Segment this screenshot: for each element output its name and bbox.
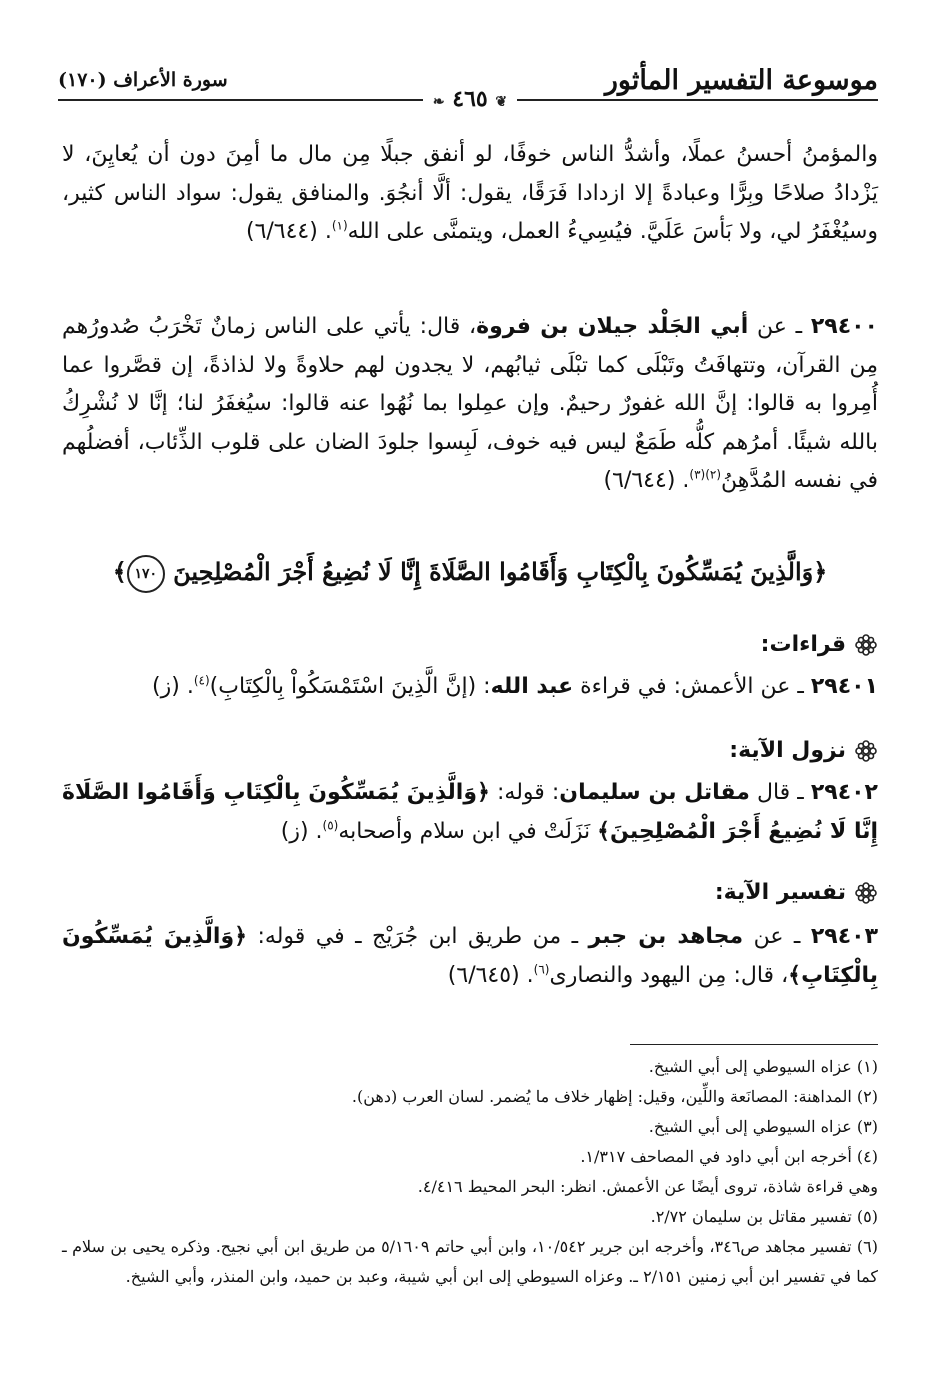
quran-verse [62,552,878,593]
source-ref: . (ز) [280,818,323,844]
narration-continuation [62,136,878,252]
section-tafsir [715,880,878,905]
footnote-mark: (١) [331,218,348,233]
footnote-mark: (٥) [322,818,339,833]
narration-29400 [62,308,878,501]
narration-number: ٢٩٤٠٣ [810,924,878,949]
narration-text: والمؤمنُ أحسنُ عملًا، وأشدُّ الناس خوفًا، لو أنفق جبلًا مِن مال ما أمِنَ دون أن يُعايِنَ، لا يَزْدادُ صلاحًا وبِرًّا وعبادةً إلا ازدادا فَرَقًا، يقول: ألَّا أنجُوَ. والمنافق يقول: سواد الناس كثير، وسيُغْفَرُ لي، ولا بَأسَ عَلَيَّ. فيُسِيءُ العمل، ويتمنَّى على الله [62,142,878,244]
footnote: (٦) تفسير مجاهد ص٣٤٦، وأخرجه ابن جرير ١٠/٥٤٢، وابن أبي حاتم ٥/١٦٠٩ من طريق ابن أبي نجيح. وذكره يحيى بن سلام ـ كما في تفسير ابن أبي زمنين ٢/١٥١ ـ. وعزاه السيوطي إلى ابن أبي شيبة، وعبد بن حميد، وابن المنذر، وأبي الشيخ. [62,1237,878,1286]
verse-close: ﴾ [112,557,127,586]
narration-text: ـ من طريق ابن جُرَيْج ـ في قوله: [247,924,589,949]
narration-text: ، قال: يأتي على الناس زمانٌ تَخْرَبُ صُدورُهم مِن القرآن، وتتهافَتُ وتَبْلَى كما تبْلَى ثيابُهم، لا يجدون لهم حلاوةً ولا لذاذةً، إن قصَّروا عما أُمِروا به قالوا: إنَّ الله غفورٌ رحيمٌ. وإن عمِلوا بما نُهُوا عنه قالوا: سيُغفَرُ لنا؛ إنَّا لا نُشْرِكُ بالله شيئًا. أمرُهم كلُّه طَمَعٌ ليس فيه خوف، لَبِسوا جلودَ الضان على قلوب الذِّئاب، أفضلُهم في نفسه المُدَّهِنُ [62,314,878,493]
narration-number: ٢٩٤٠٢ [810,780,878,805]
footnote: (٢) المداهنة: المصانَعة واللِّين، وقيل: إظهار خلاف ما يُضمر. لسان العرب (دهن). [351,1087,878,1106]
narrator-name: عبد الله [490,674,574,699]
footnote: وهي قراءة شاذة، تروى أيضًا عن الأعمش. انظر: البحر المحيط ٤/٤١٦. [417,1177,878,1196]
narration-text: ـ قال [749,780,811,805]
ornament-icon: ❦ [495,94,508,110]
footnote: (٤) أخرجه ابن أبي داود في المصاحف ١/٣١٧. [580,1147,878,1166]
narrator-name: مجاهد بن جبر [588,924,744,949]
source-ref: . (٦/٦٤٤) [245,219,332,244]
footnotes [62,1052,878,1292]
narration-29403 [62,918,878,995]
source-ref: . (٦/٦٤٥) [447,962,534,988]
page-number-box [0,88,940,113]
footnote: (٣) عزاه السيوطي إلى أبي الشيخ. [648,1117,878,1136]
narration-text: نَزَلَتْ في ابن سلام وأصحابه [338,818,598,844]
narrator-name: أبي الجَلْد جيلان بن فروة [476,314,749,339]
ayah-number-icon: ١٧٠ [127,555,165,593]
footnote-rule [630,1044,878,1045]
narrator-name: مقاتل بن سليمان [559,780,750,805]
narration-number: ٢٩٤٠٠ [810,314,878,339]
footnote-mark: (٦) [533,962,550,977]
section-title-text: قراءات: [760,632,846,657]
quoted-verse: ﴿وَالَّذِينَ يُمَسِّكُونَ بِالْكِتَابِ وَأَقَامُوا الصَّلَاةَ إِنَّا لَا نُضِيعُ أَجْرَ الْمُصْلِحِينَ﴾ [62,780,878,844]
section-title-text: تفسير الآية: [714,880,846,905]
footnote: (٥) تفسير مقاتل بن سليمان ٢/٧٢. [650,1207,878,1226]
section-qiraat [761,632,878,657]
footnote-mark: (٢)(٣) [689,467,722,482]
narration-text: ، قال: مِن اليهود والنصارى [549,962,789,988]
verse-text: ﴿وَالَّذِينَ يُمَسِّكُونَ بِالْكِتَابِ وَأَقَامُوا الصَّلَاةَ إِنَّا لَا نُضِيعُ أَجْرَ الْمُصْلِحِينَ [173,557,828,586]
narration-29402 [62,774,878,851]
ornament-icon: ❧ [432,94,445,110]
source-ref: . (٦/٦٤٤) [603,468,690,493]
narration-number: ٢٩٤٠١ [810,674,878,699]
flower-ornament-icon [854,633,878,657]
flower-ornament-icon [854,739,878,763]
section-nuzul [729,738,878,763]
footnote-mark: (٤) [193,673,210,688]
narration-text: ـ عن الأعمش: في قراءة [573,674,811,699]
quoted-verse: ﴿وَالَّذِينَ يُمَسِّكُونَ بِالْكِتَابِ﴾ [62,924,878,988]
surah-label: سورة الأعراف (١٧٠) [58,69,228,91]
section-title-text: نزول الآية: [729,738,846,763]
narration-text: ـ عن [743,924,811,949]
narration-text: : قوله: [489,780,560,805]
footnote: (١) عزاه السيوطي إلى أبي الشيخ. [648,1057,878,1076]
narration-29401 [62,668,878,707]
flower-ornament-icon [854,881,878,905]
book-title: موسوعة التفسير المأثور [604,64,878,96]
narration-text: : (إنَّ الَّذِينَ اسْتَمْسَكُواْ بِالْكِتَابِ) [209,674,491,699]
page-number: ٤٦٥ [452,86,488,112]
narration-lead: ـ عن [748,314,811,339]
source-ref: . (ز) [152,674,194,699]
